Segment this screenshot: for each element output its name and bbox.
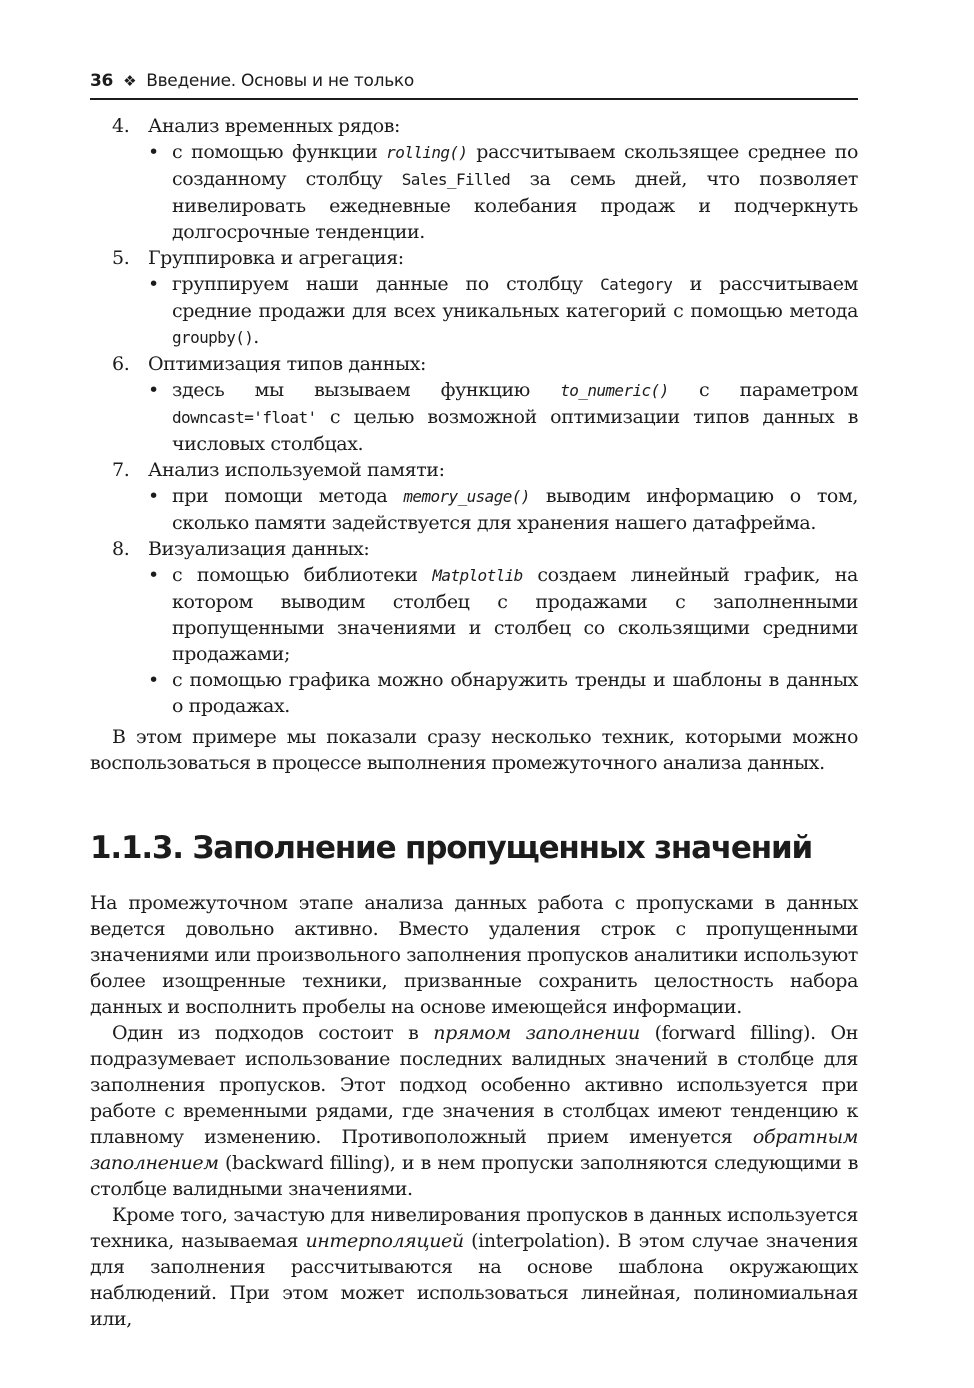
body-paragraph: Один из подходов состоит в прямом заполнении (forward filling). Он подразумевает использование последних валидных значений в столбце для заполнения пропусков. Этот подход особенно активно используется при работе с временными рядами, где значения в столбцах имеют тенденцию к плавному изменению. Противоположный прием именуется обратным заполнением (backward filling), и в нем пропуски заполняются следующими в столбце валидными значениями.: [90, 1022, 858, 1200]
emphasis: прямом заполнении: [433, 1022, 640, 1044]
page: [90, 64, 858, 1332]
bullet-item: • с помощью графика можно обнаружить тренды и шаблоны в данных о продажах.: [148, 667, 858, 719]
body-paragraph: На промежуточном этапе анализа данных работа с пропусками в данных ведется довольно активно. Вместо удаления строк с пропущенными значениями или произвольного заполнения пропусков аналитики используют более изощренные техники, призванные сохранить целостность набора данных и восполнить пробелы на основе имеющейся информации.: [90, 892, 858, 1018]
step-item: [90, 113, 858, 245]
bullet-item: • с помощью функции rolling() рассчитываем скользящее среднее по созданному столбцу Sales_Filled за семь дней, что позволяет нивелировать ежедневные колебания продаж и подчеркнуть долгосрочные тенденции.: [148, 139, 858, 245]
inline-code: to_numeric(): [560, 381, 669, 400]
step-title: Группировка и агрегация:: [148, 247, 404, 269]
steps-list: [90, 113, 858, 719]
step-number: 5.: [112, 247, 130, 269]
running-title: Введение. Основы и не только: [146, 71, 414, 91]
section-heading: 1.1.3. Заполнение пропущенных значений: [90, 830, 812, 866]
inline-code: downcast='float': [172, 408, 317, 427]
step-number: 8.: [112, 538, 130, 560]
inline-code: memory_usage(): [403, 487, 530, 506]
bullet-item: • с помощью библиотеки Matplotlib создаем линейный график, на котором выводим столбец с продажами с заполненными пропущенными значениями и столбец со скользящими средними продажами;: [148, 562, 858, 667]
step-item: [90, 536, 858, 719]
inline-code: Category: [600, 275, 673, 294]
bullet-item: • здесь мы вызываем функцию to_numeric() с параметром downcast='float' с целью возможной оптимизации типов данных в числовых столбцах.: [148, 377, 858, 457]
step-title: Анализ используемой памяти:: [148, 459, 445, 481]
step-title: Анализ временных рядов:: [148, 115, 401, 137]
step-title: Оптимизация типов данных:: [148, 353, 427, 375]
inline-code: Matplotlib: [432, 566, 523, 585]
emphasis: интерполяцией: [305, 1230, 464, 1252]
step-number: 7.: [112, 459, 130, 481]
body-paragraph: Кроме того, зачастую для нивелирования пропусков в данных используется техника, называемая интерполяцией (interpolation). В этом случае значения для заполнения рассчитываются на основе шаблона окружающих наблюдений. При этом может использоваться линейная, полиномиальная или,: [90, 1204, 858, 1330]
step-title: Визуализация данных:: [148, 538, 370, 560]
page-number: 36: [90, 71, 114, 91]
running-header: [90, 64, 858, 100]
inline-code: Sales_Filled: [401, 170, 511, 189]
inline-code: groupby(): [172, 328, 254, 347]
bullet-item: • при помощи метода memory_usage() выводим информацию о том, сколько памяти задействуется для хранения нашего датафрейма.: [148, 483, 858, 536]
step-item: [90, 457, 858, 536]
closing-paragraph: В этом примере мы показали сразу несколько техник, которыми можно воспользоваться в процессе выполнения промежуточного анализа данных.: [90, 726, 858, 774]
step-item: [90, 351, 858, 457]
step-number: 4.: [112, 115, 130, 137]
step-number: 6.: [112, 353, 130, 375]
emphasis: обратным заполнением: [90, 1126, 858, 1174]
bullet-item: • группируем наши данные по столбцу Category и рассчитываем средние продажи для всех уникальных категорий с помощью метода groupby().: [148, 271, 858, 351]
step-item: [90, 245, 858, 351]
ornament-icon: ❖: [123, 72, 137, 90]
inline-code: rolling(): [386, 143, 468, 162]
